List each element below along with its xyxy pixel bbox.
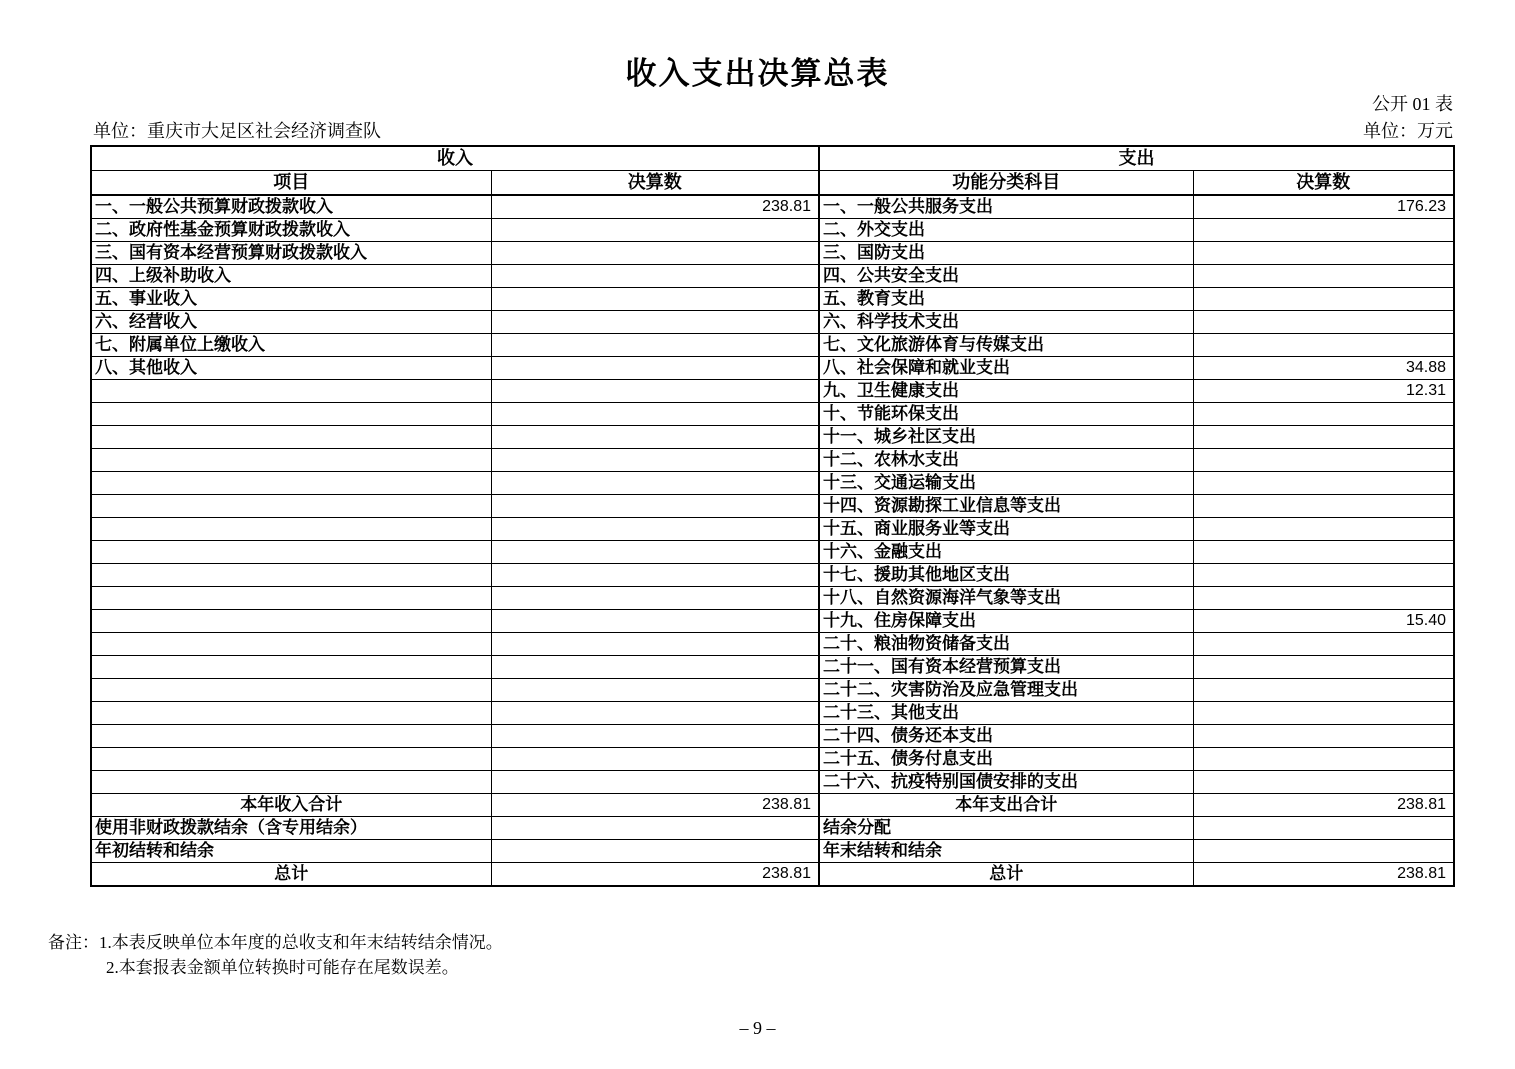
income-summary-value: 238.81 <box>491 863 819 887</box>
expense-item-label: 十五、商业服务业等支出 <box>819 518 1193 541</box>
income-item-label <box>91 380 491 403</box>
income-item-value <box>491 472 819 495</box>
expense-item-value <box>1193 656 1454 679</box>
income-item-value <box>491 771 819 794</box>
income-summary-value <box>491 817 819 840</box>
income-item-label <box>91 610 491 633</box>
expense-item-label: 二十、粮油物资储备支出 <box>819 633 1193 656</box>
footnote-line-1 <box>48 930 503 955</box>
expense-item-label: 七、文化旅游体育与传媒支出 <box>819 334 1193 357</box>
income-item-value <box>491 495 819 518</box>
expense-item-value: 176.23 <box>1193 195 1454 219</box>
table-row <box>91 771 1454 794</box>
expense-item-label: 十四、资源勘探工业信息等支出 <box>819 495 1193 518</box>
table-row <box>91 357 1454 380</box>
income-item-label: 一、一般公共预算财政拨款收入 <box>91 195 491 219</box>
budget-table <box>90 145 1455 887</box>
expense-item-label: 一、一般公共服务支出 <box>819 195 1193 219</box>
income-item-label <box>91 748 491 771</box>
table-row <box>91 495 1454 518</box>
expense-item-value: 12.31 <box>1193 380 1454 403</box>
table-row <box>91 219 1454 242</box>
income-item-value <box>491 380 819 403</box>
expense-item-label: 五、教育支出 <box>819 288 1193 311</box>
table-row <box>91 311 1454 334</box>
income-item-value <box>491 265 819 288</box>
income-summary-label: 年初结转和结余 <box>91 840 491 863</box>
expense-item-value <box>1193 426 1454 449</box>
expense-item-label: 十一、城乡社区支出 <box>819 426 1193 449</box>
expense-item-value <box>1193 564 1454 587</box>
expense-item-label: 十八、自然资源海洋气象等支出 <box>819 587 1193 610</box>
expense-item-value <box>1193 403 1454 426</box>
expense-item-value <box>1193 472 1454 495</box>
expense-summary-value <box>1193 840 1454 863</box>
income-item-label: 五、事业收入 <box>91 288 491 311</box>
expense-item-label: 四、公共安全支出 <box>819 265 1193 288</box>
expense-item-value <box>1193 771 1454 794</box>
page-title: 收入支出决算总表 <box>625 56 890 91</box>
expense-item-label: 十、节能环保支出 <box>819 403 1193 426</box>
income-item-label <box>91 518 491 541</box>
table-row <box>91 195 1454 219</box>
page-number: – 9 – <box>739 1018 776 1038</box>
table-row <box>91 541 1454 564</box>
income-item-label <box>91 403 491 426</box>
expense-item-column-header: 功能分类科目 <box>819 171 1193 196</box>
summary-row <box>91 794 1454 817</box>
income-item-value <box>491 242 819 265</box>
budget-table-container <box>90 145 1453 887</box>
income-item-value <box>491 219 819 242</box>
expense-summary-label: 结余分配 <box>819 817 1193 840</box>
expense-item-label: 十六、金融支出 <box>819 541 1193 564</box>
expense-item-value <box>1193 518 1454 541</box>
income-item-value <box>491 426 819 449</box>
income-item-value <box>491 564 819 587</box>
income-item-label <box>91 725 491 748</box>
summary-row <box>91 840 1454 863</box>
expense-item-label: 二十四、债务还本支出 <box>819 725 1193 748</box>
expense-item-label: 二十三、其他支出 <box>819 702 1193 725</box>
income-item-label <box>91 426 491 449</box>
expense-item-value <box>1193 679 1454 702</box>
table-row <box>91 702 1454 725</box>
expense-summary-label: 本年支出合计 <box>819 794 1193 817</box>
income-item-value <box>491 633 819 656</box>
table-body <box>91 195 1454 886</box>
expense-item-value <box>1193 702 1454 725</box>
footnote-line-2: 2.本套报表金额单位转换时可能存在尾数误差。 <box>106 958 459 977</box>
expense-item-value <box>1193 587 1454 610</box>
table-row <box>91 403 1454 426</box>
table-row <box>91 610 1454 633</box>
table-row <box>91 288 1454 311</box>
table-row <box>91 656 1454 679</box>
table-row <box>91 725 1454 748</box>
income-item-label <box>91 587 491 610</box>
income-item-value <box>491 541 819 564</box>
table-row <box>91 334 1454 357</box>
expense-item-value <box>1193 242 1454 265</box>
expense-section-header: 支出 <box>819 146 1454 171</box>
expense-item-label: 十七、援助其他地区支出 <box>819 564 1193 587</box>
table-row <box>91 449 1454 472</box>
income-value-column-header: 决算数 <box>491 171 819 196</box>
expense-summary-label: 年末结转和结余 <box>819 840 1193 863</box>
expense-item-value <box>1193 311 1454 334</box>
expense-item-value <box>1193 219 1454 242</box>
income-item-value <box>491 748 819 771</box>
expense-summary-value: 238.81 <box>1193 863 1454 887</box>
income-item-value <box>491 357 819 380</box>
income-summary-value: 238.81 <box>491 794 819 817</box>
footnote-text-1: 1.本表反映单位本年度的总收支和年末结转结余情况。 <box>99 933 503 952</box>
income-item-value <box>491 311 819 334</box>
income-item-label: 三、国有资本经营预算财政拨款收入 <box>91 242 491 265</box>
income-item-label <box>91 472 491 495</box>
income-item-value <box>491 610 819 633</box>
section-header-row <box>91 146 1454 171</box>
expense-item-label: 十九、住房保障支出 <box>819 610 1193 633</box>
income-item-label: 四、上级补助收入 <box>91 265 491 288</box>
expense-item-value <box>1193 334 1454 357</box>
expense-item-label: 八、社会保障和就业支出 <box>819 357 1193 380</box>
income-item-value <box>491 679 819 702</box>
table-row <box>91 748 1454 771</box>
income-section-header: 收入 <box>91 146 819 171</box>
footnote-label: 备注： <box>48 933 99 952</box>
income-summary-label: 总计 <box>91 863 491 887</box>
table-row <box>91 679 1454 702</box>
income-item-value <box>491 587 819 610</box>
money-unit-label: 单位：万元 <box>1363 121 1453 141</box>
expense-item-label: 二十二、灾害防治及应急管理支出 <box>819 679 1193 702</box>
expense-item-value <box>1193 265 1454 288</box>
income-item-column-header: 项目 <box>91 171 491 196</box>
summary-row <box>91 817 1454 840</box>
income-summary-value <box>491 840 819 863</box>
table-row <box>91 265 1454 288</box>
income-item-value <box>491 725 819 748</box>
table-row <box>91 633 1454 656</box>
table-row <box>91 518 1454 541</box>
expense-item-label: 二十五、债务付息支出 <box>819 748 1193 771</box>
expense-item-label: 三、国防支出 <box>819 242 1193 265</box>
income-item-label <box>91 771 491 794</box>
expense-item-label: 十三、交通运输支出 <box>819 472 1193 495</box>
expense-item-label: 九、卫生健康支出 <box>819 380 1193 403</box>
expense-item-value <box>1193 541 1454 564</box>
income-item-label <box>91 679 491 702</box>
table-row <box>91 242 1454 265</box>
expense-item-label: 二十六、抗疫特别国债安排的支出 <box>819 771 1193 794</box>
income-summary-label: 本年收入合计 <box>91 794 491 817</box>
expense-item-label: 二十一、国有资本经营预算支出 <box>819 656 1193 679</box>
table-row <box>91 564 1454 587</box>
expense-item-value <box>1193 748 1454 771</box>
expense-item-value <box>1193 495 1454 518</box>
table-row <box>91 380 1454 403</box>
expense-item-label: 六、科学技术支出 <box>819 311 1193 334</box>
expense-summary-value <box>1193 817 1454 840</box>
income-item-label <box>91 495 491 518</box>
income-item-value <box>491 702 819 725</box>
org-unit-label: 单位：重庆市大足区社会经济调查队 <box>93 121 381 141</box>
table-row <box>91 472 1454 495</box>
income-item-label <box>91 541 491 564</box>
income-item-value <box>491 518 819 541</box>
expense-value-column-header: 决算数 <box>1193 171 1454 196</box>
column-header-row <box>91 171 1454 196</box>
expense-item-value <box>1193 633 1454 656</box>
income-item-label <box>91 702 491 725</box>
table-row <box>91 587 1454 610</box>
expense-item-label: 二、外交支出 <box>819 219 1193 242</box>
income-item-value: 238.81 <box>491 195 819 219</box>
income-item-value <box>491 334 819 357</box>
income-item-value <box>491 656 819 679</box>
table-code-label: 公开 01 表 <box>1372 94 1453 114</box>
footnote <box>48 930 503 980</box>
income-item-label: 七、附属单位上缴收入 <box>91 334 491 357</box>
income-item-label <box>91 656 491 679</box>
expense-item-value <box>1193 449 1454 472</box>
income-item-label <box>91 564 491 587</box>
summary-row <box>91 863 1454 887</box>
income-item-label <box>91 633 491 656</box>
income-summary-label: 使用非财政拨款结余（含专用结余） <box>91 817 491 840</box>
table-row <box>91 426 1454 449</box>
income-item-label: 六、经营收入 <box>91 311 491 334</box>
expense-item-value: 15.40 <box>1193 610 1454 633</box>
expense-summary-value: 238.81 <box>1193 794 1454 817</box>
expense-item-label: 十二、农林水支出 <box>819 449 1193 472</box>
expense-item-value <box>1193 288 1454 311</box>
expense-item-value <box>1193 725 1454 748</box>
income-item-label: 八、其他收入 <box>91 357 491 380</box>
income-item-value <box>491 403 819 426</box>
income-item-label <box>91 449 491 472</box>
income-item-value <box>491 288 819 311</box>
income-item-label: 二、政府性基金预算财政拨款收入 <box>91 219 491 242</box>
expense-item-value: 34.88 <box>1193 357 1454 380</box>
expense-summary-label: 总计 <box>819 863 1193 887</box>
income-item-value <box>491 449 819 472</box>
